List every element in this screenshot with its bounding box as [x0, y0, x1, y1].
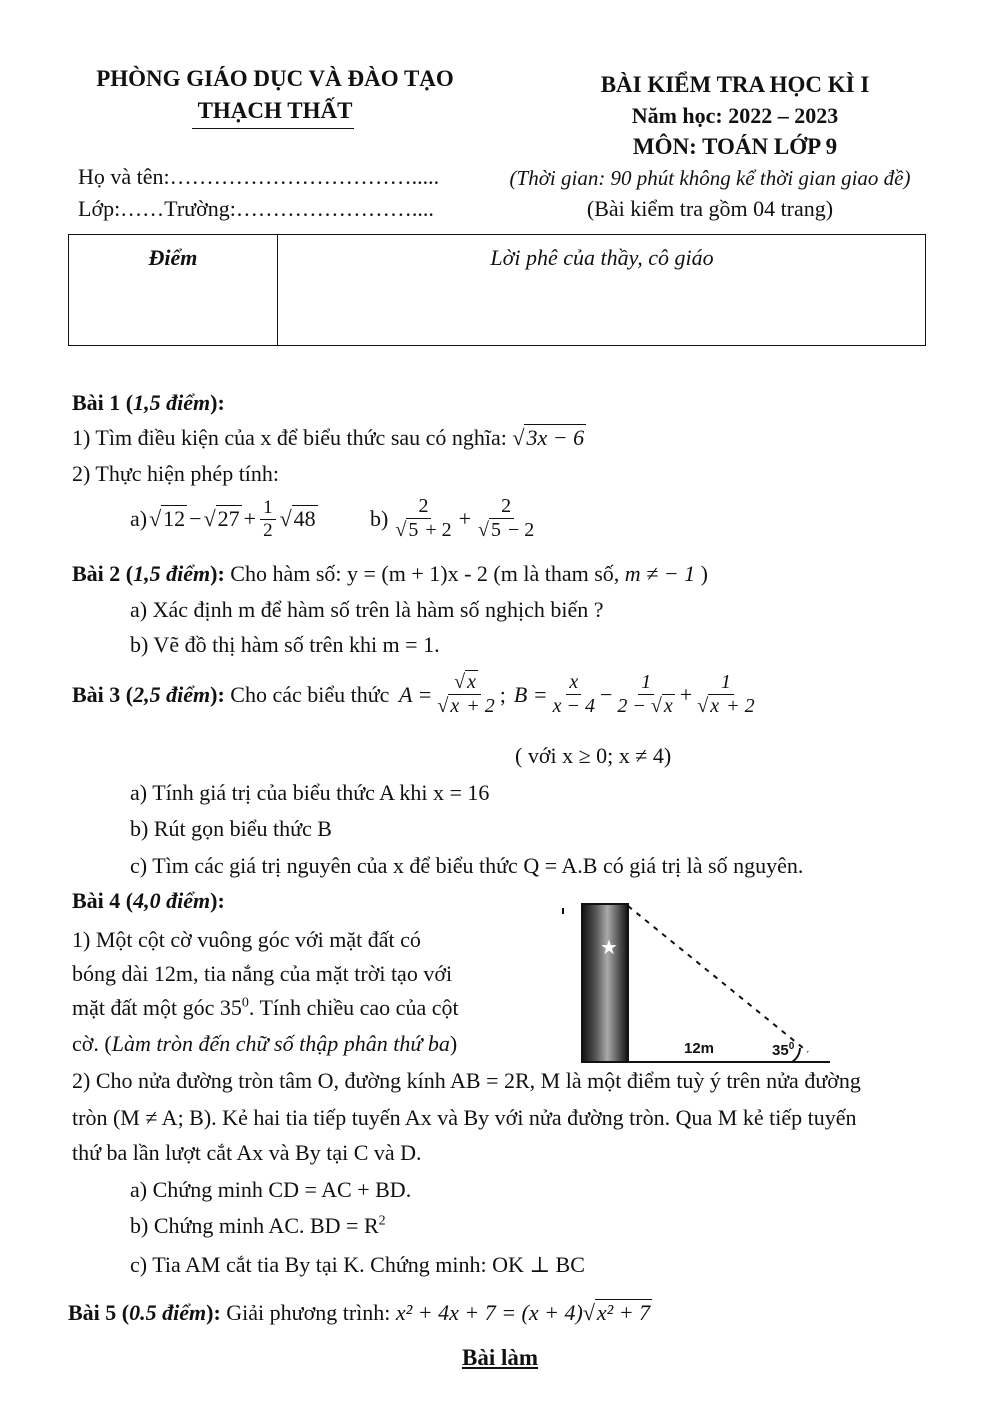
- bai3-B-t2-den-root: x: [663, 695, 673, 717]
- bai1-title-text: Bài 1 (: [72, 390, 134, 415]
- bai4-title-text: Bài 4 (: [72, 888, 134, 913]
- bai5-points: 0.5 điểm: [129, 1300, 207, 1325]
- bai1-points: 1,5 điểm: [133, 390, 211, 415]
- bai3-intro: [72, 672, 760, 717]
- bai5-equation-left: x² + 4x + 7 = (x + 4): [395, 1300, 583, 1325]
- bai3-B-term3: $\frac{1}{√ x + 2}$: [697, 671, 755, 717]
- bai5-intro: Giải phương trình:: [220, 1300, 396, 1325]
- bai1-b-fraction1: $\frac{2}{√ 5 + 2}$: [395, 495, 452, 541]
- bai4-p1-line1: 1) Một cột cờ vuông góc với mặt đất có: [72, 927, 421, 952]
- bai3-title-end: ):: [210, 681, 225, 707]
- bai2-intro-end: ): [695, 561, 708, 586]
- bai2-a: a) Xác định m để hàm số trên là hàm số nghịch biến ?: [130, 597, 604, 622]
- bai3-b: b) Rút gọn biểu thức B: [130, 816, 332, 841]
- score-label: Điểm: [148, 245, 198, 270]
- bai5-line: Bài 5 (0.5 điểm): Giải phương trình: x² + 4x + 7 = (x + 4)√x² + 7: [68, 1300, 651, 1325]
- bai1-b-label: b): [370, 505, 389, 531]
- bai1-b-num1: 2: [415, 496, 431, 519]
- bai1-a-plus: +: [243, 506, 257, 532]
- bai4-p1-rounding-note: Làm tròn đến chữ số thập phân thứ ba: [111, 1031, 450, 1056]
- pages-note: (Bài kiểm tra gồm 04 trang): [586, 196, 834, 221]
- bai2-points: 1,5 điểm: [133, 561, 211, 586]
- bai3-B-t1-den: x − 4: [552, 695, 595, 717]
- bai1-title: [72, 390, 225, 416]
- bai1-title-end: ):: [210, 390, 225, 415]
- bai1-a-fraction: [260, 498, 276, 541]
- score-table: [68, 234, 926, 346]
- bai4-p1-line4: [72, 1031, 457, 1057]
- department-name: PHÒNG GIÁO DỤC VÀ ĐÀO TẠO: [96, 66, 454, 91]
- bai1-b-num2: 2: [498, 496, 514, 519]
- bai1-part-a: a) √12 − √27 + $\frac{1}{2}$ √48: [130, 497, 316, 541]
- class-field: Lớp:……Trường:……………………....: [78, 196, 434, 221]
- bai4-p1-line3-text: mặt đất một góc 35: [72, 995, 242, 1020]
- bai4-p2-line3: thứ ba lần lượt cắt Ax và By tại C và D.: [72, 1140, 422, 1165]
- bai3-A-label: A =: [398, 681, 433, 707]
- bai3-condition: ( với x ≥ 0; x ≠ 4): [515, 743, 672, 768]
- figure-angle-degree: 0: [788, 1041, 795, 1052]
- bai4-p2-line2: tròn (M ≠ A; B). Kẻ hai tia tiếp tuyến Ax và By với nửa đường tròn. Qua M kẻ tiếp tuyến: [72, 1105, 857, 1130]
- bai2-intro: [72, 561, 708, 587]
- bai4-p1-line2: bóng dài 12m, tia nắng của mặt trời tạo với: [72, 961, 453, 986]
- bai1-b-den2-rest: − 2: [503, 519, 535, 541]
- bai3-A-den-root: x: [450, 695, 460, 717]
- bai3-B-term1: [550, 672, 598, 717]
- bai4-title: [72, 888, 225, 914]
- bai2-condition: m ≠ − 1: [624, 561, 696, 586]
- bai4-b: [130, 1213, 386, 1239]
- bai1-q1-radicand: 3x − 6: [526, 425, 585, 450]
- answer-section-heading: Bài làm: [461, 1345, 539, 1370]
- bai4-b-text: b) Chứng minh AC. BD = R: [130, 1213, 379, 1238]
- bai2-title-end: ):: [210, 561, 225, 586]
- bai1-b-den2-root: 5: [491, 519, 501, 541]
- bai4-p1-degree: 0: [241, 995, 249, 1011]
- bai1-a-root2: 27: [217, 506, 240, 532]
- bai5-equation-root: x² + 7: [596, 1300, 651, 1325]
- bai1-b-plus: +: [458, 505, 472, 531]
- bai4-p2-line1: 2) Cho nửa đường tròn tâm O, đường kính AB = 2R, M là một điểm tuỳ ý trên nửa đường: [72, 1068, 861, 1093]
- bai4-p1-line4-text: cờ. (: [72, 1031, 112, 1056]
- bai3-A-fraction: $\frac{√ x}{√ x + 2}$: [437, 671, 495, 717]
- bai5-title-end: ):: [206, 1300, 221, 1325]
- bai1-a-den: 2: [263, 519, 273, 541]
- bai3-B-t3-den-rest: + 2: [721, 695, 755, 717]
- bai1-a-root3: 48: [293, 506, 316, 532]
- time-note: (Thời gian: 90 phút không kể thời gian giao đề): [509, 166, 911, 190]
- bai1-a-num: 1: [260, 498, 276, 520]
- bai1-b-den1-rest: + 2: [420, 519, 452, 541]
- bai3-points: 2,5 điểm: [133, 681, 211, 707]
- figure-angle: [772, 1041, 794, 1059]
- bai5-title: Bài 5 (: [68, 1300, 130, 1325]
- bai3-semicolon: ;: [499, 681, 506, 707]
- bai3-B-t1-num: x: [566, 672, 581, 695]
- bai1-q1-text: 1) Tìm điều kiện của x để biểu thức sau có nghĩa:: [72, 425, 507, 450]
- district-underline: [192, 128, 354, 129]
- bai1-b-den1-root: 5: [408, 519, 419, 541]
- bai3-B-t2-num: 1: [638, 672, 654, 695]
- flag-star-icon: ★: [600, 935, 618, 959]
- bai2-title: Bài 2 (: [72, 561, 134, 586]
- bai1-part-b: [370, 496, 539, 541]
- bai3-A-den-rest: + 2: [461, 695, 495, 717]
- bai3-intro-text: Cho các biểu thức: [224, 681, 395, 707]
- bai4-a: a) Chứng minh CD = AC + BD.: [130, 1177, 412, 1202]
- bai4-points: 4,0 điểm: [133, 888, 211, 913]
- bai4-p1-line3: [72, 995, 459, 1021]
- figure-angle-value: 35: [772, 1042, 789, 1059]
- bai3-A-num-root: x: [467, 671, 476, 693]
- bai2-intro-text: Cho hàm số: y = (m + 1)x - 2 (m là tham số,: [224, 561, 625, 586]
- bai3-B-plus: +: [679, 681, 693, 707]
- bai1-q1: [72, 425, 586, 451]
- bai3-B-label: B =: [513, 681, 548, 707]
- teacher-comment-label: Lời phê của thầy, cô giáo: [490, 245, 714, 270]
- bai3-a: a) Tính giá trị của biểu thức A khi x = 16: [130, 780, 490, 805]
- bai1-a-label: a): [130, 506, 148, 532]
- bai1-a-root1: 12: [163, 506, 186, 532]
- bai2-b: b) Vẽ đồ thị hàm số trên khi m = 1.: [130, 632, 440, 657]
- exam-title: BÀI KIỂM TRA HỌC KÌ I: [600, 72, 870, 97]
- bai4-p1-line4-end: ): [449, 1031, 458, 1056]
- bai1-b-fraction2: $\frac{2}{√ 5 - 2}$: [478, 495, 535, 541]
- bai3-c: c) Tìm các giá trị nguyên của x để biểu thức Q = A.B có giá trị là số nguyên.: [130, 853, 804, 878]
- subject: MÔN: TOÁN LỚP 9: [632, 134, 838, 159]
- bai1-a-minus: −: [189, 506, 202, 532]
- bai3-B-term2: $\frac{1}{2 - √ x}$: [617, 671, 673, 717]
- score-table-divider: [277, 235, 278, 345]
- bai4-p1-line3-end: . Tính chiều cao của cột: [248, 995, 459, 1020]
- school-year: Năm học: 2022 – 2023: [631, 103, 839, 128]
- name-field: Họ và tên:…………………………….....: [78, 164, 440, 189]
- bai3-B-t2-den-pre: 2 −: [617, 695, 651, 717]
- figure-shadow-length: 12m: [684, 1040, 715, 1057]
- bai3-title: Bài 3 (: [72, 681, 134, 707]
- bai3-B-t3-den-root: x: [710, 695, 720, 717]
- bai4-b-exponent: 2: [378, 1213, 386, 1229]
- bai3-B-t3-num: 1: [718, 672, 734, 695]
- bai4-c: c) Tia AM cắt tia By tại K. Chứng minh: OK ⊥ BC: [130, 1252, 585, 1277]
- flagpole-figure: [560, 898, 840, 1068]
- district-name: THẠCH THẤT: [197, 98, 353, 123]
- bai4-title-end: ):: [210, 888, 225, 913]
- bai1-q1-expr: √3x − 6: [512, 425, 585, 450]
- bai1-q2: 2) Thực hiện phép tính:: [72, 461, 280, 486]
- bai3-B-minus: −: [600, 681, 613, 707]
